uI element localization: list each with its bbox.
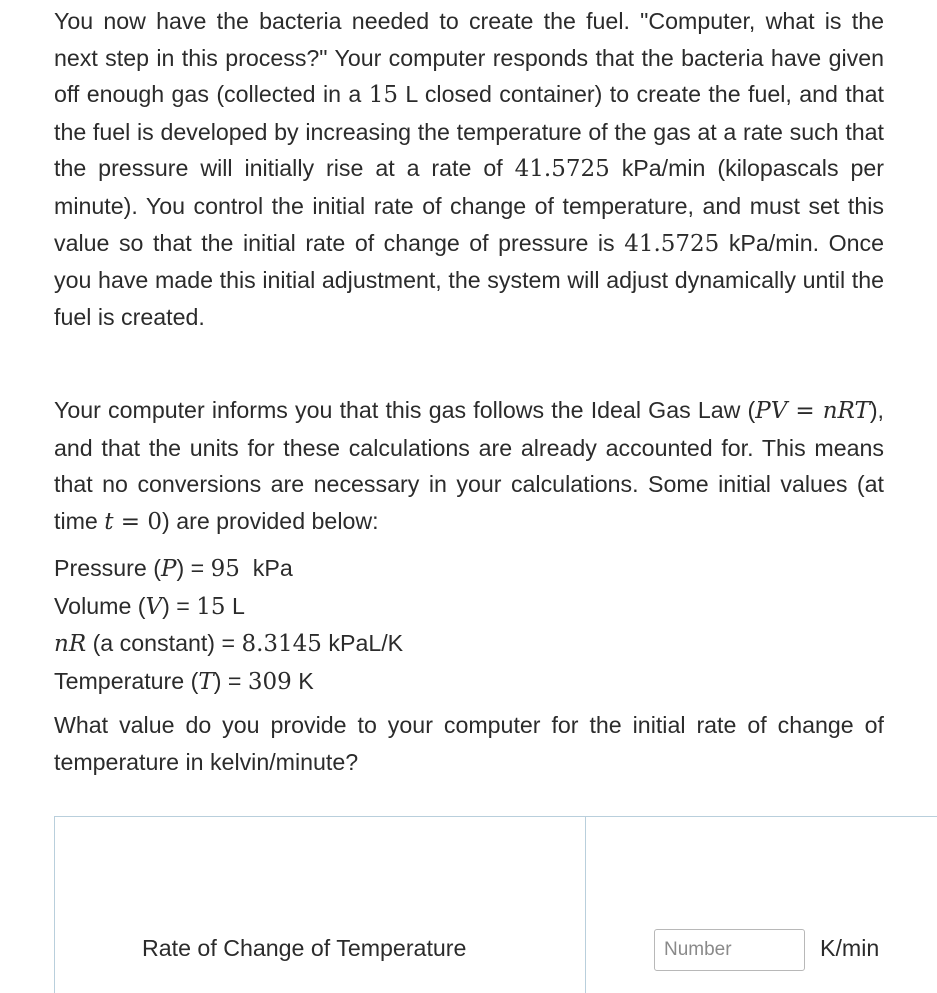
given-pressure: Pressure (P) = 95 kPa: [54, 555, 293, 582]
time-value: = 0: [113, 508, 163, 535]
problem-paragraph-2: [54, 392, 884, 540]
paragraph-text: kPa/min (kilopascals per minute). You control the initial rate of change of temperature, and must set this value so that the initial rate of change of pressure is: [54, 155, 884, 256]
given-values: [54, 550, 884, 700]
given-nr-constant: nR (a constant) = 8.3145 kPaL/K: [54, 630, 404, 658]
table-column-divider: [585, 816, 586, 993]
answer-row-label: Rate of Change of Temperature: [142, 935, 467, 961]
time-variable: t: [104, 508, 114, 535]
question-text: What value do you provide to your computer for the initial rate of change of temperature in kelvin/minute?: [54, 712, 884, 775]
paragraph-text: kPa/min. Once you have made this initial adjustment, the system will adjust dynamically until the fuel is created.: [54, 229, 884, 330]
volume-value: 15: [368, 82, 398, 109]
given-volume: Volume (V) = 15 L: [54, 592, 245, 620]
paragraph-text: You now have the bacteria needed to create the fuel. "Computer, what is the next step in this process?" Your computer responds that the bacteria have given off enough gas (collected in a: [54, 8, 884, 108]
pressure-rate-value: 41.5725: [514, 156, 610, 183]
rate-of-change-input[interactable]: [654, 929, 805, 971]
paragraph-text: ) are provided below:: [162, 507, 379, 534]
answer-unit: K/min: [820, 935, 880, 961]
paragraph-text: Your computer informs you that this gas follows the Ideal Gas Law (: [54, 397, 756, 423]
ideal-gas-law-equals: =: [787, 398, 823, 424]
ideal-gas-law-rhs: nRT: [822, 398, 870, 424]
given-temperature: Temperature (T) = 309 K: [54, 667, 314, 695]
paragraph-text: L closed container) to create the fuel, and that the fuel is developed by increasing the temperature of the gas at a rate such that the pressure will initially rise at a rate of: [54, 81, 884, 182]
paragraph-text: ), and that the units for these calculations are already accounted for. This means that no conversions are necessary in your calculations. Some initial values (at time: [54, 397, 884, 534]
problem-paragraph-1: [54, 3, 884, 335]
ideal-gas-law-lhs: PV: [755, 398, 788, 424]
pressure-rate-value: 41.5725: [624, 230, 720, 257]
